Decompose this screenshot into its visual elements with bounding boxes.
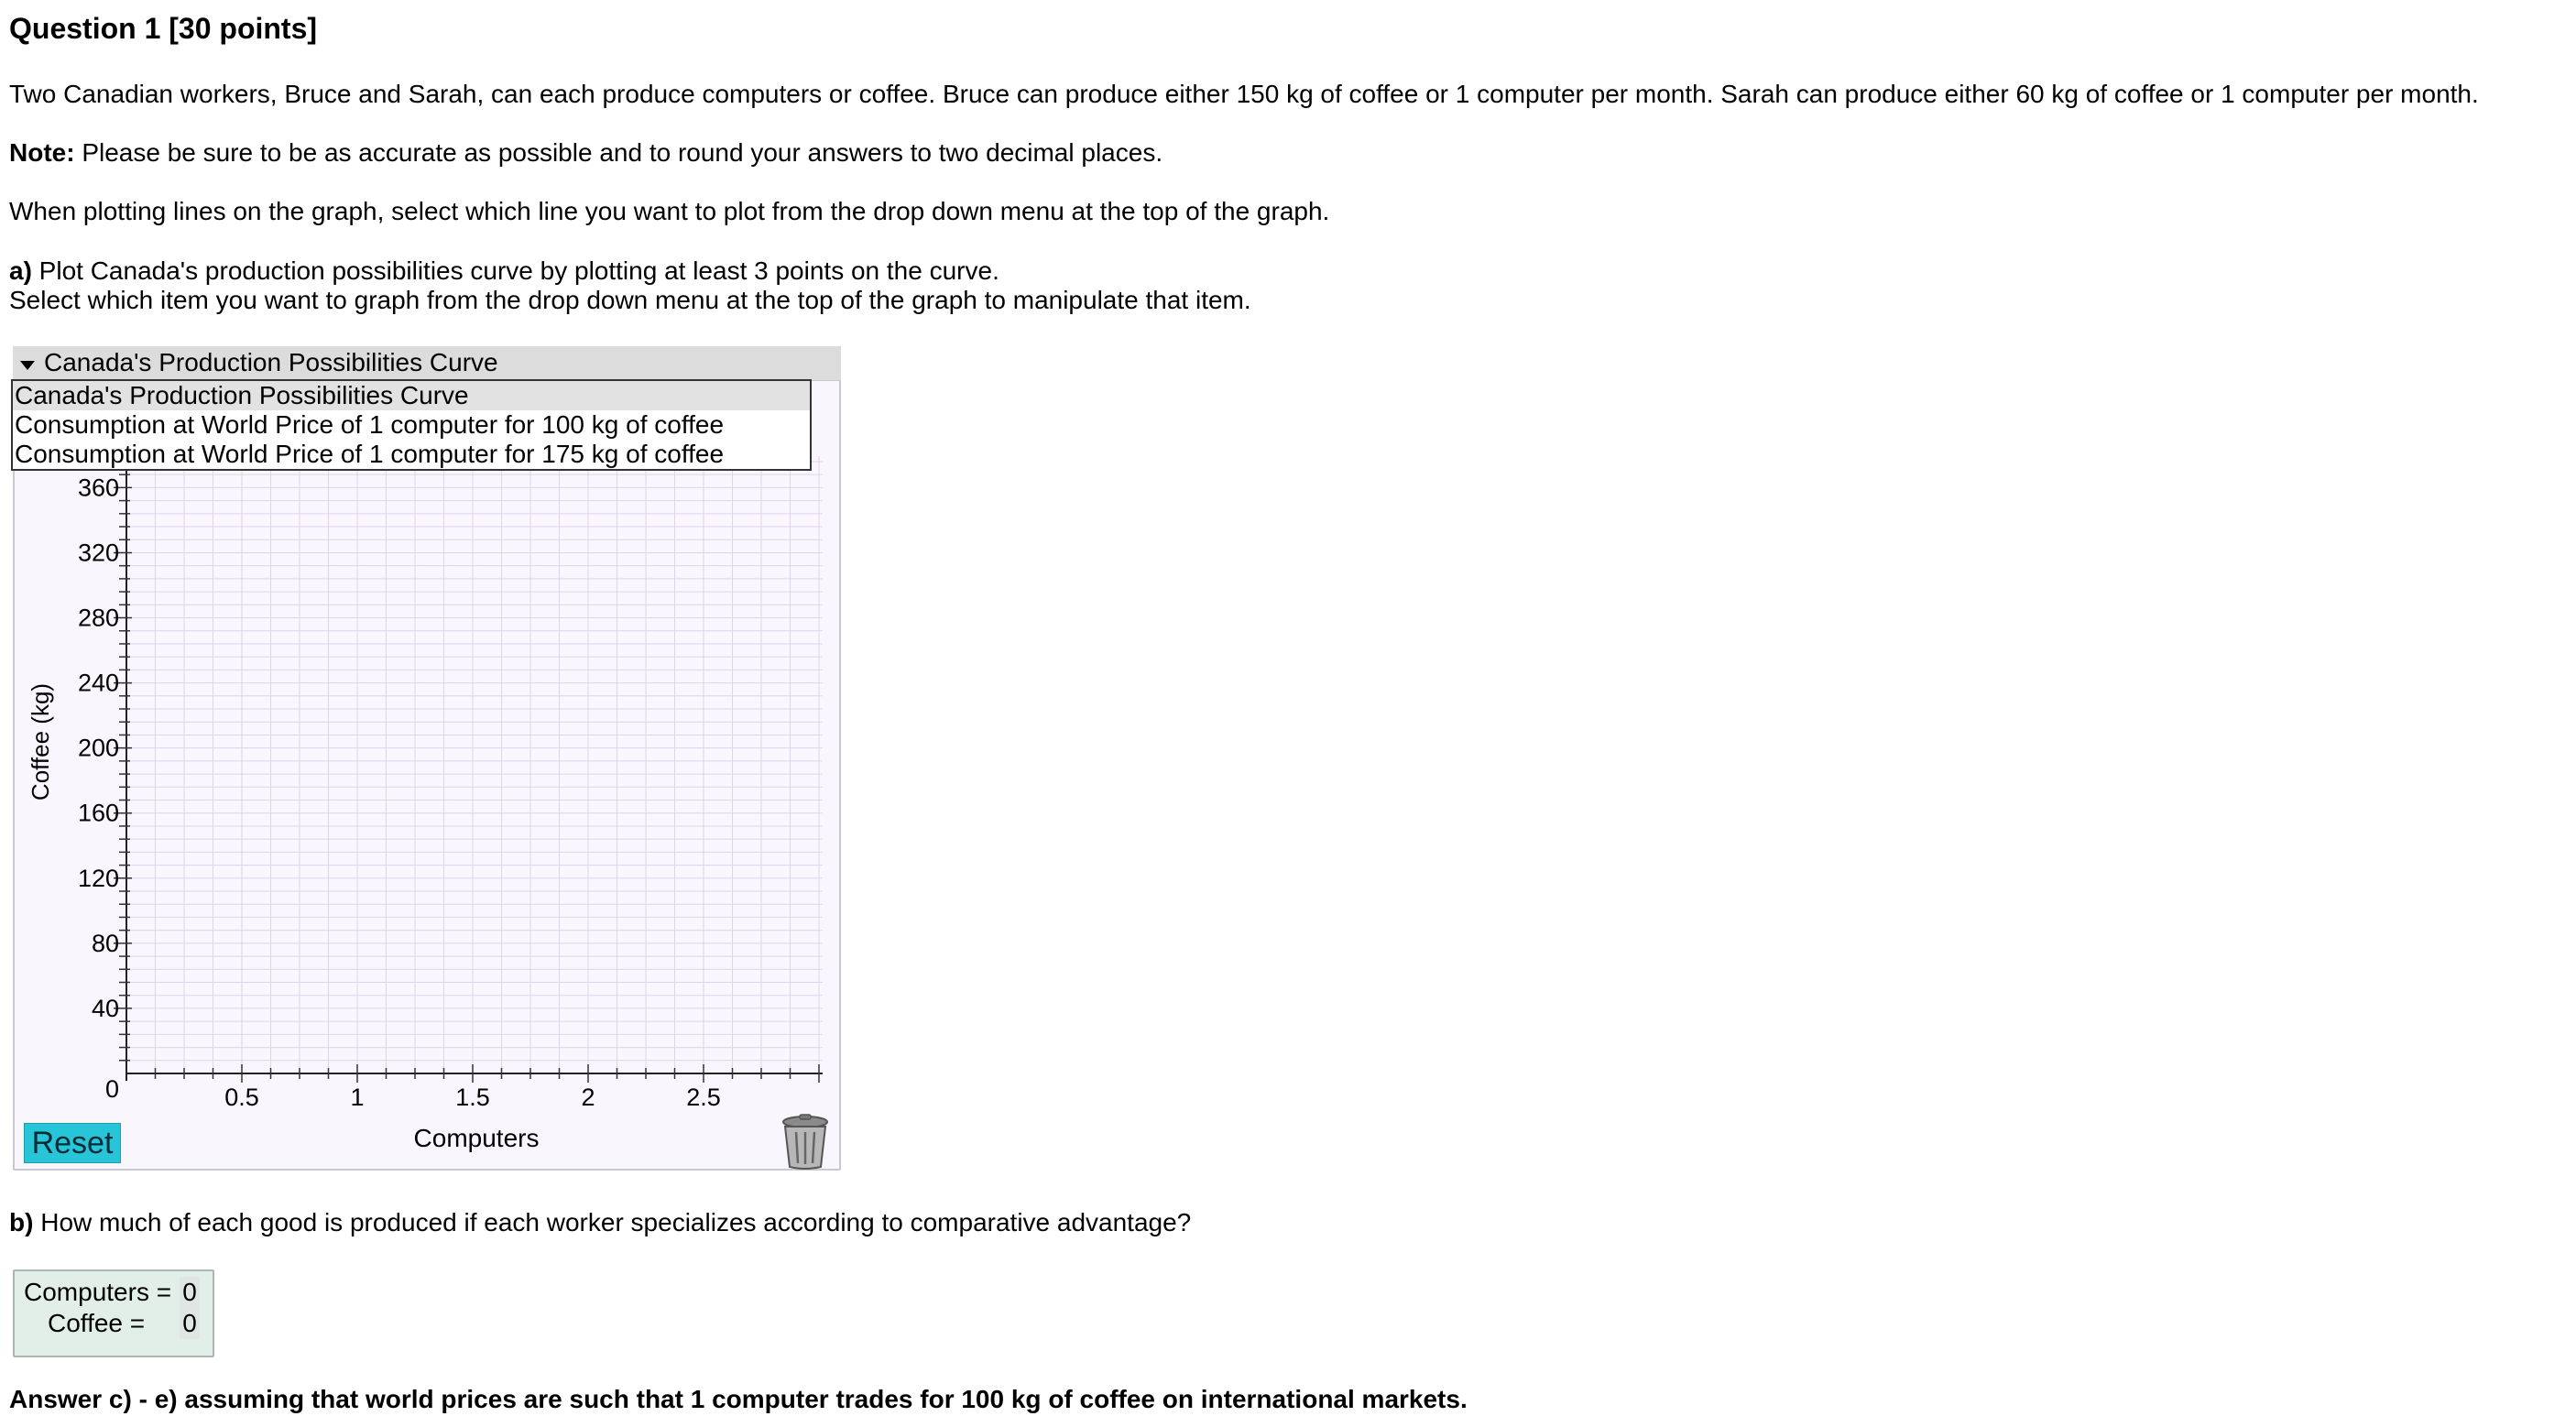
coffee-label: Coffee = (48, 1309, 146, 1337)
plot-instruction: When plotting lines on the graph, select which line you want to plot from the drop down menu at the top of the graph. (9, 197, 1330, 225)
x-tick-label: 1.5 (455, 1084, 490, 1111)
x-tick-label: 0.5 (224, 1084, 259, 1111)
part-a-subtext: Select which item you want to graph from the drop down menu at the top of the graph to manipulate that item. (9, 286, 1251, 314)
answer-instruction: Answer c) - e) assuming that world prices are such that 1 computer trades for 100 kg of coffee on international markets. (9, 1385, 1468, 1413)
y-axis-title: Coffee (kg) (27, 682, 54, 801)
dropdown-caret-icon (20, 361, 35, 370)
x-tick-label: 2.5 (686, 1084, 721, 1111)
part-b-prompt (9, 1207, 1191, 1238)
coffee-input[interactable]: 0 (180, 1308, 200, 1339)
y-tick-label: 200 (77, 734, 119, 762)
specialization-answer-box (13, 1269, 214, 1357)
y-tick-label: 80 (91, 929, 119, 957)
origin-label: 0 (104, 1075, 119, 1103)
y-tick-label: 280 (77, 604, 119, 632)
part-b-text: How much of each good is produced if each worker specializes according to comparative advantage? (33, 1208, 1192, 1236)
dropdown-option-list[interactable] (11, 379, 812, 471)
y-tick-label: 40 (91, 994, 119, 1022)
graph-item-dropdown[interactable] (13, 346, 841, 381)
y-tick-label: 360 (77, 474, 119, 502)
part-b-label: b) (9, 1208, 34, 1236)
chart-axes (126, 456, 823, 1081)
y-tick-label: 120 (77, 864, 119, 892)
x-tick-label: 2 (581, 1084, 595, 1111)
trash-icon[interactable] (779, 1114, 832, 1171)
question-intro: Two Canadian workers, Bruce and Sarah, can each produce computers or coffee. Bruce can produce either 150 kg of coffee or 1 computer per month. Sarah can produce either 60 kg of coffee or 1 computer per month. (9, 80, 2479, 108)
part-a-text: Plot Canada's production possibilities curve by plotting at least 3 points on the curve. (31, 256, 999, 285)
dropdown-option-world-price-100[interactable]: Consumption at World Price of 1 computer for 100 kg of coffee (15, 410, 725, 439)
x-axis-title: Computers (413, 1124, 540, 1152)
y-tick-label: 160 (77, 799, 119, 827)
dropdown-option-world-price-175[interactable]: Consumption at World Price of 1 computer for 175 kg of coffee (15, 440, 725, 468)
chart-grid (126, 456, 823, 1073)
part-a-label: a) (9, 256, 32, 285)
chart-ticks (114, 462, 819, 1083)
computers-input[interactable]: 0 (180, 1277, 200, 1308)
note-text: Please be sure to be as accurate as possible and to round your answers to two decimal places. (74, 138, 1163, 167)
reset-button[interactable]: Reset (24, 1123, 121, 1163)
question-title: Question 1 [30 points] (9, 12, 318, 45)
y-tick-label: 320 (77, 539, 119, 567)
note-label: Note: (9, 138, 75, 167)
x-tick-label: 1 (350, 1084, 365, 1111)
dropdown-selected-value: Canada's Production Possibilities Curve (44, 348, 498, 376)
y-tick-label: 240 (77, 669, 119, 697)
computers-label: Computers = (24, 1278, 172, 1306)
chart-tick-labels (78, 474, 721, 1111)
dropdown-option-ppc[interactable]: Canada's Production Possibilities Curve (13, 381, 810, 410)
